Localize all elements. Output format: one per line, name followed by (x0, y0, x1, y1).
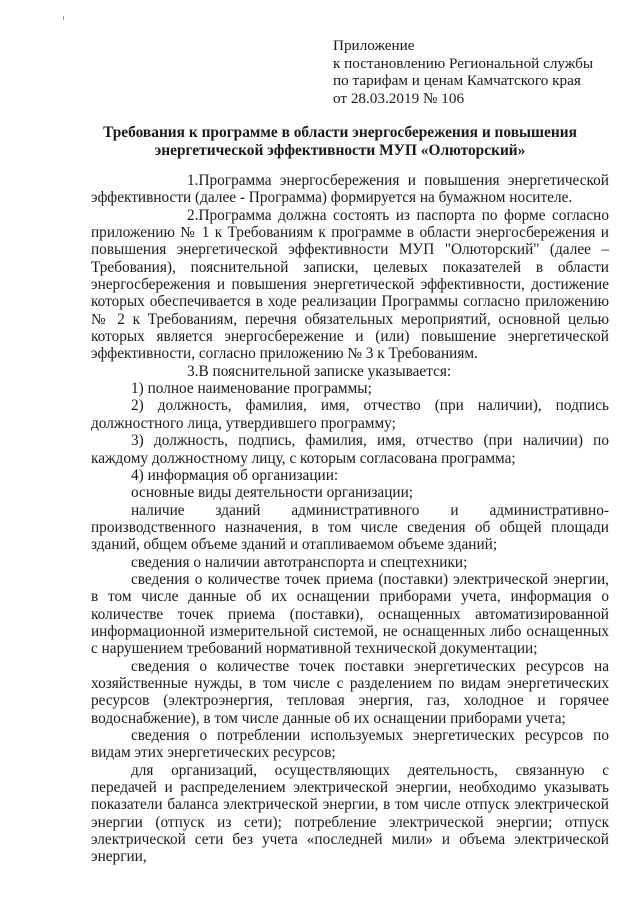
list-item: сведения о наличии автотранспорта и спецтехники; (131, 553, 468, 571)
list-item: 2) должность, фамилия, имя, отчество (при наличии), подпись должностного лица, утвердившего программу; (91, 397, 609, 432)
paragraph (91, 172, 609, 207)
paragraph-number: 2. (187, 206, 199, 224)
appendix-line-3: по тарифам и ценам Камчатского края (333, 72, 581, 90)
appendix-line-4: от 28.03.2019 № 106 (333, 89, 465, 107)
appendix-line-1: Приложение (333, 37, 415, 54)
list-item: сведения о потреблении используемых энергетических ресурсов по видам этих энергетических ресурсов; (91, 727, 609, 762)
list-item: 4) информация об организации: (131, 466, 339, 484)
title-line-2: энергетической эффективности МУП «Олюторский» (154, 141, 526, 159)
list-item: 1) полное наименование программы; (131, 380, 372, 398)
list-item: 3) должность, подпись, фамилия, имя, отчество (при наличии) по каждому должностному лицу, с которым согласована программа; (91, 432, 609, 467)
paragraph-text: В пояснительной записке указывается: (198, 362, 452, 380)
appendix-line-2: к постановлению Региональной службы (333, 54, 594, 72)
paragraph-text: Программа энергосбережения и повышения энергетической эффективности (далее - Программа) формируется на бумажном носителе. (91, 172, 609, 207)
paragraph (91, 207, 609, 363)
title-line-1: Требования к программе в области энергосбережения и повышения (103, 124, 577, 141)
document-body (91, 172, 609, 866)
paragraph (91, 363, 609, 380)
paragraph-number: 3. (187, 362, 199, 380)
list-item: наличие зданий административного и административно-производственного назначения, в том числе сведения об общей площади зданий, общем объеме зданий и отапливаемом объеме зданий; (91, 501, 609, 554)
paragraph-text: Программа должна состоять из паспорта по форме согласно приложению № 1 к Требованиям к программе в области энергосбережения и повышения энергетической эффективности МУП "Олюторский" (далее – Требования), пояснительной записки, целевых показателей в области энергосбережения и повышения энергетической эффективности, достижение которых обеспечивается в ходе реализации Программы согласно приложению № 2 к Требованиям, перечня обязательных мероприятий, основной целью которых является энергосбережение и (или) повышение энергетической эффективности, согласно приложению № 3 к Требованиям. (91, 206, 609, 363)
list-item: для организаций, осуществляющих деятельность, связанную с передачей и распределением электрической энергии, необходимо указывать показатели баланса электрической энергии, в том числе отпуск электрической энергии (отпуск из сети); потребление электрической энергии; отпуск электрической сети без учета «последней мили» и объема электрической энергии, (91, 761, 609, 866)
list-item: сведения о количестве точек поставки энергетических ресурсов на хозяйственные нужды, в том числе с разделением по видам энергетических ресурсов (электроэнергия, тепловая энергия, газ, холодное и горячее водоснабжение), в том числе данные об их оснащении приборами учета; (91, 657, 609, 727)
list-item: основные виды деятельности организации; (131, 484, 414, 502)
document-title (100, 124, 580, 159)
appendix-header (333, 37, 623, 107)
scan-mark (63, 16, 64, 20)
list-item: сведения о количестве точек приема (поставки) электрической энергии, в том числе данные об их оснащении приборами учета, информация о количестве точек приема (поставки), оснащенных автоматизированной информационной измерительной системой, не оснащенных либо оснащенных с нарушением требований нормативной технической документации; (91, 570, 609, 658)
paragraph-number: 1. (187, 172, 199, 189)
